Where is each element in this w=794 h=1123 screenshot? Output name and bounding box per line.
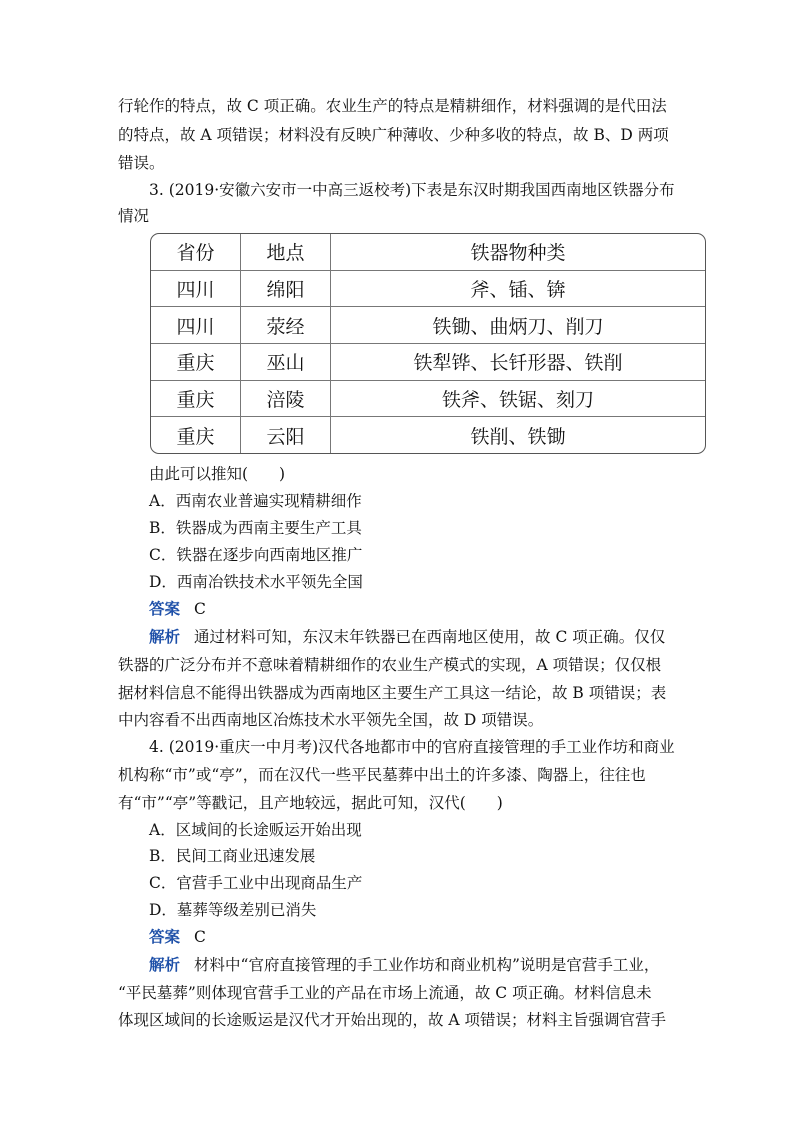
intro-line: 行轮作的特点，故 C 项正确。农业生产的特点是精耕细作，材料强调的是代田法 — [118, 97, 667, 115]
q3-option-c: C．铁器在逐步向西南地区推广 — [149, 546, 363, 564]
intro-line: 的特点，故 A 项错误；材料没有反映广种薄收、少种多收的特点，故 B、D 两项 — [118, 126, 669, 144]
table-cell: 四川 — [151, 271, 241, 308]
table-cell: 斧、锸、锛 — [331, 271, 705, 308]
q3-analysis-cont: 中内容看不出西南地区冶炼技术水平领先全国，故 D 项错误。 — [118, 711, 544, 729]
table-header-row — [151, 234, 705, 271]
analysis-text: 通过材料可知，东汉末年铁器已在西南地区使用，故 C 项正确。仅仅 — [194, 628, 666, 646]
q3-answer — [149, 599, 206, 619]
table-cell: 铁锄、曲炳刀、削刀 — [331, 307, 705, 344]
q3-prompt: 由此可以推知( ) — [149, 465, 286, 483]
analysis-text: 材料中“官府直接管理的手工业作坊和商业机构”说明是官营手工业， — [194, 956, 660, 974]
analysis-label: 解析 — [149, 955, 181, 974]
analysis-label: 解析 — [149, 627, 181, 646]
q4-analysis — [149, 955, 659, 975]
table-cell: 重庆 — [151, 381, 241, 418]
table-cell: 铁犁铧、长钎形器、铁削 — [331, 344, 705, 381]
q3-option-a: A．西南农业普遍实现精耕细作 — [149, 492, 362, 510]
table-cell: 铁斧、铁锯、刻刀 — [331, 381, 705, 418]
q3-option-b: B．铁器成为西南主要生产工具 — [149, 519, 362, 537]
q4-option-d: D．墓葬等级差别已消失 — [149, 901, 317, 919]
q3-stem: 3. (2019·安徽六安市一中高三返校考)下表是东汉时期我国西南地区铁器分布 — [149, 181, 675, 199]
q4-stem-cont: 机构称“市”或“亭”，而在汉代一些平民墓葬中出土的许多漆、陶器上，往往也 — [118, 766, 646, 784]
q3-option-d: D．西南冶铁技术水平领先全国 — [149, 573, 363, 591]
table-cell: 涪陵 — [241, 381, 331, 418]
q4-stem-cont: 有“市”“亭”等戳记，且产地较远，据此可知，汉代( ) — [118, 794, 503, 812]
answer-value: C — [194, 928, 206, 946]
answer-label: 答案 — [149, 599, 181, 618]
iron-distribution-table — [150, 233, 706, 454]
table-cell: 巫山 — [241, 344, 331, 381]
table-row — [151, 271, 705, 308]
q3-analysis — [149, 627, 665, 647]
table-row — [151, 417, 705, 453]
intro-line: 错误。 — [118, 154, 165, 172]
q4-analysis-cont: “平民墓葬”则体现官营手工业的产品在市场上流通，故 C 项正确。材料信息未 — [118, 984, 652, 1002]
q4-answer — [149, 927, 206, 947]
table-cell: 绵阳 — [241, 271, 331, 308]
q4-analysis-cont: 体现区域间的长途贩运是汉代才开始出现的，故 A 项错误；材料主旨强调官营手 — [118, 1011, 667, 1029]
table-header: 铁器物种类 — [331, 234, 705, 271]
table-header: 省份 — [151, 234, 241, 271]
table-cell: 四川 — [151, 307, 241, 344]
answer-label: 答案 — [149, 927, 181, 946]
q3-analysis-cont: 据材料信息不能得出铁器成为西南地区主要生产工具这一结论，故 B 项错误；表 — [118, 684, 667, 702]
q4-option-b: B．民间工商业迅速发展 — [149, 847, 316, 865]
q3-analysis-cont: 铁器的广泛分布并不意味着精耕细作的农业生产模式的实现，A 项错误；仅仅根 — [118, 656, 662, 674]
q4-option-c: C．官营手工业中出现商品生产 — [149, 874, 363, 892]
q3-stem-cont: 情况 — [118, 207, 150, 225]
table-cell: 重庆 — [151, 344, 241, 381]
q4-option-a: A．区域间的长途贩运开始出现 — [149, 821, 362, 839]
table-cell: 荥经 — [241, 307, 331, 344]
table-row — [151, 307, 705, 344]
table-cell: 云阳 — [241, 417, 331, 453]
q4-stem: 4. (2019·重庆一中月考)汉代各地都市中的官府直接管理的手工业作坊和商业 — [149, 738, 675, 756]
table-header: 地点 — [241, 234, 331, 271]
table-row — [151, 381, 705, 418]
table-row — [151, 344, 705, 381]
table-cell: 重庆 — [151, 417, 241, 453]
table-cell: 铁削、铁锄 — [470, 425, 566, 448]
answer-value: C — [194, 600, 206, 618]
